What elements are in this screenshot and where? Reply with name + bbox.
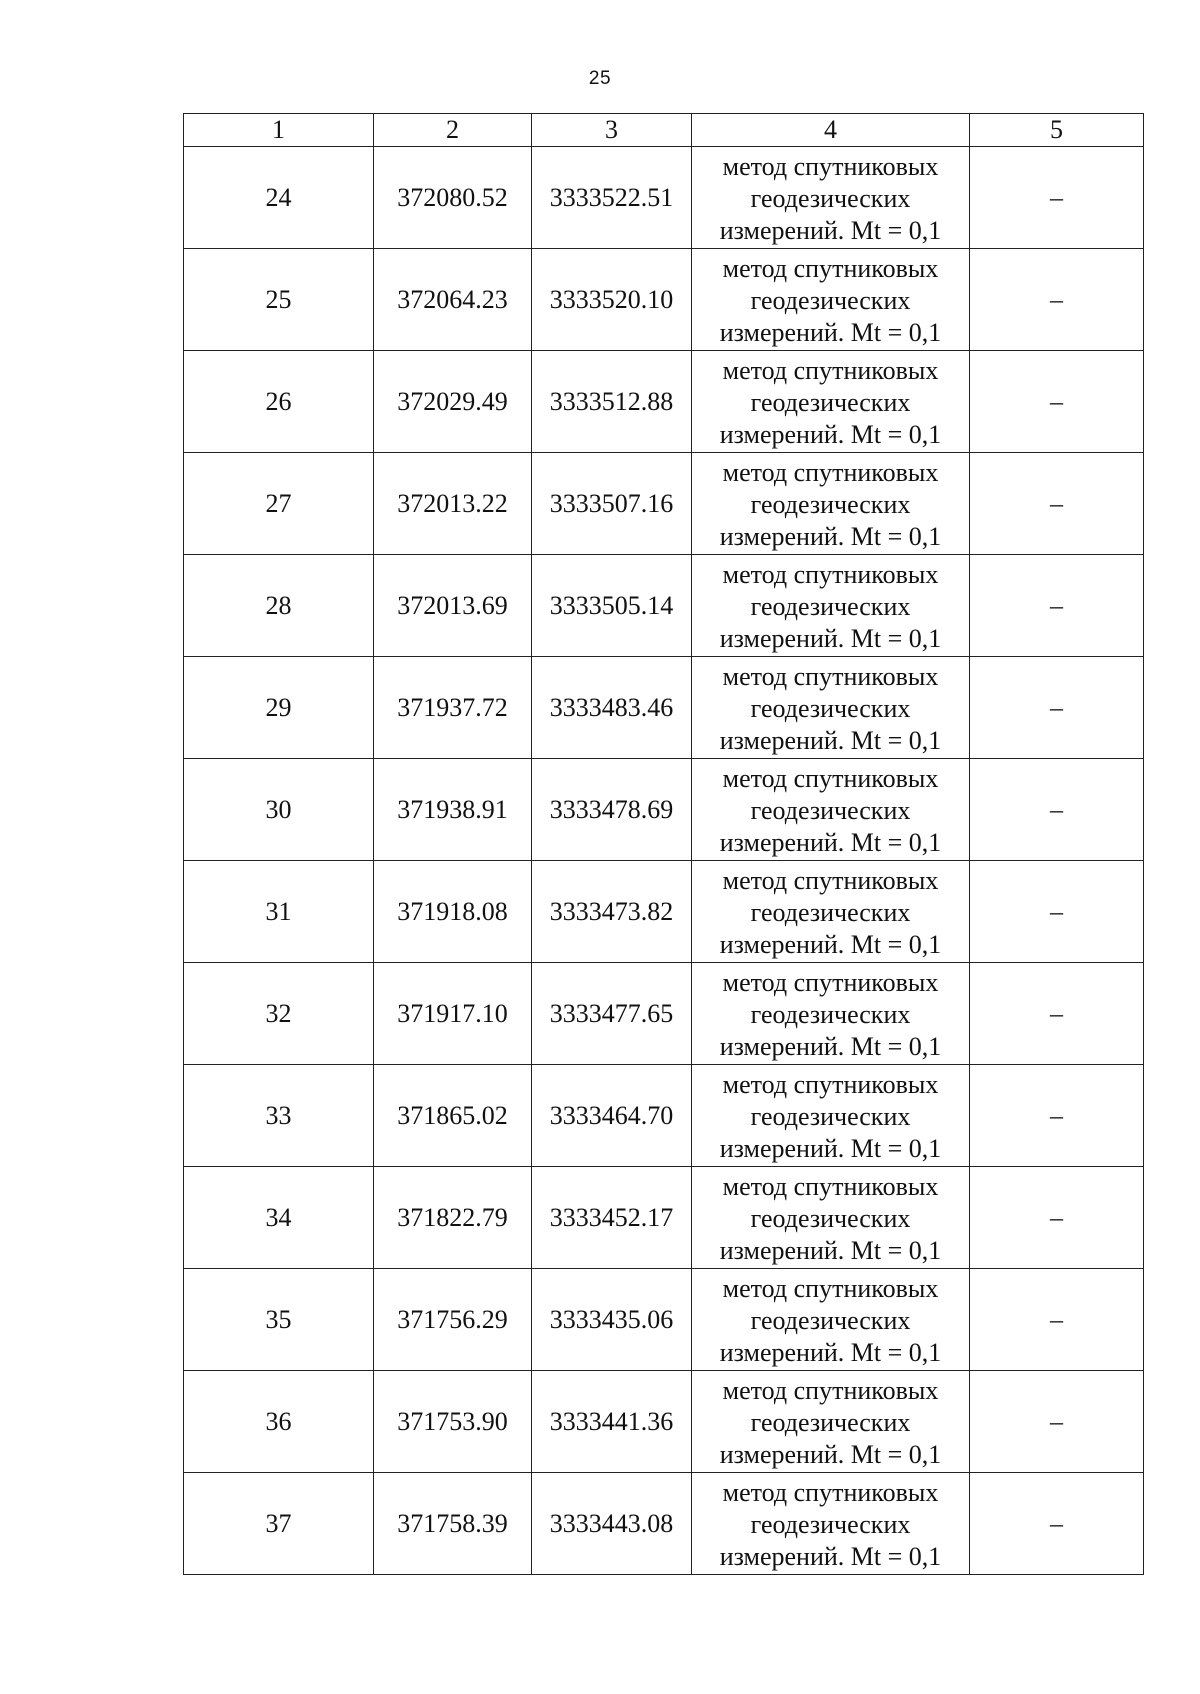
method-line: метод спутниковых [722,1171,939,1201]
method-line: геодезических [750,999,911,1029]
point-number-cell: 33 [184,1065,374,1167]
method-line: метод спутниковых [722,1273,939,1303]
method-line: геодезических [750,1509,911,1539]
table-row [184,249,1144,351]
method-cell [692,963,970,1065]
page-number: 25 [588,68,612,89]
note-cell: – [970,249,1144,351]
table-row [184,1269,1144,1371]
method-line: геодезических [750,795,911,825]
point-number-cell: 30 [184,759,374,861]
method-line: измерений. Mt = 0,1 [719,419,942,449]
x-coordinate-cell: 371756.29 [374,1269,532,1371]
method-line: измерений. Mt = 0,1 [719,1439,942,1469]
note-cell: – [970,1167,1144,1269]
table-row [184,1167,1144,1269]
method-line: геодезических [750,1305,911,1335]
table-body [184,147,1144,1575]
note-cell: – [970,1269,1144,1371]
point-number-cell: 28 [184,555,374,657]
method-line: измерений. Mt = 0,1 [719,827,942,857]
method-line: геодезических [750,387,911,417]
y-coordinate-cell: 3333435.06 [532,1269,692,1371]
point-number-cell: 29 [184,657,374,759]
point-number-cell: 36 [184,1371,374,1473]
method-line: геодезических [750,591,911,621]
method-line: метод спутниковых [722,865,939,895]
x-coordinate-cell: 371938.91 [374,759,532,861]
method-line: метод спутниковых [722,457,939,487]
y-coordinate-cell: 3333477.65 [532,963,692,1065]
method-line: метод спутниковых [722,355,939,385]
method-cell [692,249,970,351]
y-coordinate-cell: 3333464.70 [532,1065,692,1167]
method-line: геодезических [750,183,911,213]
point-number-cell: 31 [184,861,374,963]
method-line: геодезических [750,897,911,927]
table-row [184,453,1144,555]
method-line: измерений. Mt = 0,1 [719,317,942,347]
method-line: метод спутниковых [722,763,939,793]
method-line: метод спутниковых [722,967,939,997]
point-number-cell: 34 [184,1167,374,1269]
method-line: геодезических [750,1203,911,1233]
x-coordinate-cell: 371918.08 [374,861,532,963]
method-line: метод спутниковых [722,1375,939,1405]
note-cell: – [970,963,1144,1065]
table-row [184,861,1144,963]
column-header-3: 3 [532,114,692,147]
method-line: метод спутниковых [722,151,939,181]
method-line: измерений. Mt = 0,1 [719,725,942,755]
y-coordinate-cell: 3333483.46 [532,657,692,759]
table-row [184,351,1144,453]
note-cell: – [970,555,1144,657]
x-coordinate-cell: 372013.69 [374,555,532,657]
note-cell: – [970,351,1144,453]
method-cell [692,1371,970,1473]
x-coordinate-cell: 371822.79 [374,1167,532,1269]
table-row [184,1473,1144,1575]
y-coordinate-cell: 3333443.08 [532,1473,692,1575]
method-cell [692,555,970,657]
y-coordinate-cell: 3333505.14 [532,555,692,657]
point-number-cell: 24 [184,147,374,249]
table-row [184,1371,1144,1473]
method-line: геодезических [750,1101,911,1131]
method-line: измерений. Mt = 0,1 [719,623,942,653]
method-line: измерений. Mt = 0,1 [719,1133,942,1163]
header-row [184,114,1144,147]
point-number-cell: 32 [184,963,374,1065]
method-line: метод спутниковых [722,253,939,283]
y-coordinate-cell: 3333473.82 [532,861,692,963]
method-cell [692,453,970,555]
column-header-1: 1 [184,114,374,147]
method-cell [692,1167,970,1269]
table-row [184,555,1144,657]
x-coordinate-cell: 371753.90 [374,1371,532,1473]
table-row [184,963,1144,1065]
method-line: измерений. Mt = 0,1 [719,1031,942,1061]
note-cell: – [970,453,1144,555]
method-cell [692,861,970,963]
x-coordinate-cell: 371865.02 [374,1065,532,1167]
method-line: измерений. Mt = 0,1 [719,521,942,551]
note-cell: – [970,861,1144,963]
y-coordinate-cell: 3333441.36 [532,1371,692,1473]
y-coordinate-cell: 3333507.16 [532,453,692,555]
table-row [184,147,1144,249]
method-line: измерений. Mt = 0,1 [719,1235,942,1265]
point-number-cell: 25 [184,249,374,351]
point-number-cell: 37 [184,1473,374,1575]
column-header-4: 4 [692,114,970,147]
note-cell: – [970,657,1144,759]
table-row [184,657,1144,759]
x-coordinate-cell: 372064.23 [374,249,532,351]
table-header [184,114,1144,147]
x-coordinate-cell: 372080.52 [374,147,532,249]
point-number-cell: 27 [184,453,374,555]
method-cell [692,657,970,759]
note-cell: – [970,759,1144,861]
method-line: метод спутниковых [722,1069,939,1099]
point-number-cell: 35 [184,1269,374,1371]
method-line: геодезических [750,1407,911,1437]
table-row [184,1065,1144,1167]
column-header-2: 2 [374,114,532,147]
method-line: измерений. Mt = 0,1 [719,215,942,245]
table-row [184,759,1144,861]
method-line: метод спутниковых [722,559,939,589]
x-coordinate-cell: 371758.39 [374,1473,532,1575]
method-line: метод спутниковых [722,1477,939,1507]
note-cell: – [970,147,1144,249]
method-line: измерений. Mt = 0,1 [719,1337,942,1367]
x-coordinate-cell: 372013.22 [374,453,532,555]
column-header-5: 5 [970,114,1144,147]
method-line: метод спутниковых [722,661,939,691]
x-coordinate-cell: 372029.49 [374,351,532,453]
note-cell: – [970,1371,1144,1473]
method-line: измерений. Mt = 0,1 [719,929,942,959]
y-coordinate-cell: 3333452.17 [532,1167,692,1269]
point-number-cell: 26 [184,351,374,453]
method-cell [692,759,970,861]
method-cell [692,1065,970,1167]
note-cell: – [970,1065,1144,1167]
method-cell [692,1269,970,1371]
coordinates-table [183,113,1144,1575]
note-cell: – [970,1473,1144,1575]
y-coordinate-cell: 3333522.51 [532,147,692,249]
y-coordinate-cell: 3333520.10 [532,249,692,351]
method-cell [692,147,970,249]
method-line: геодезических [750,489,911,519]
method-cell [692,1473,970,1575]
x-coordinate-cell: 371937.72 [374,657,532,759]
method-line: геодезических [750,693,911,723]
method-cell [692,351,970,453]
y-coordinate-cell: 3333512.88 [532,351,692,453]
method-line: геодезических [750,285,911,315]
y-coordinate-cell: 3333478.69 [532,759,692,861]
method-line: измерений. Mt = 0,1 [719,1541,942,1571]
x-coordinate-cell: 371917.10 [374,963,532,1065]
